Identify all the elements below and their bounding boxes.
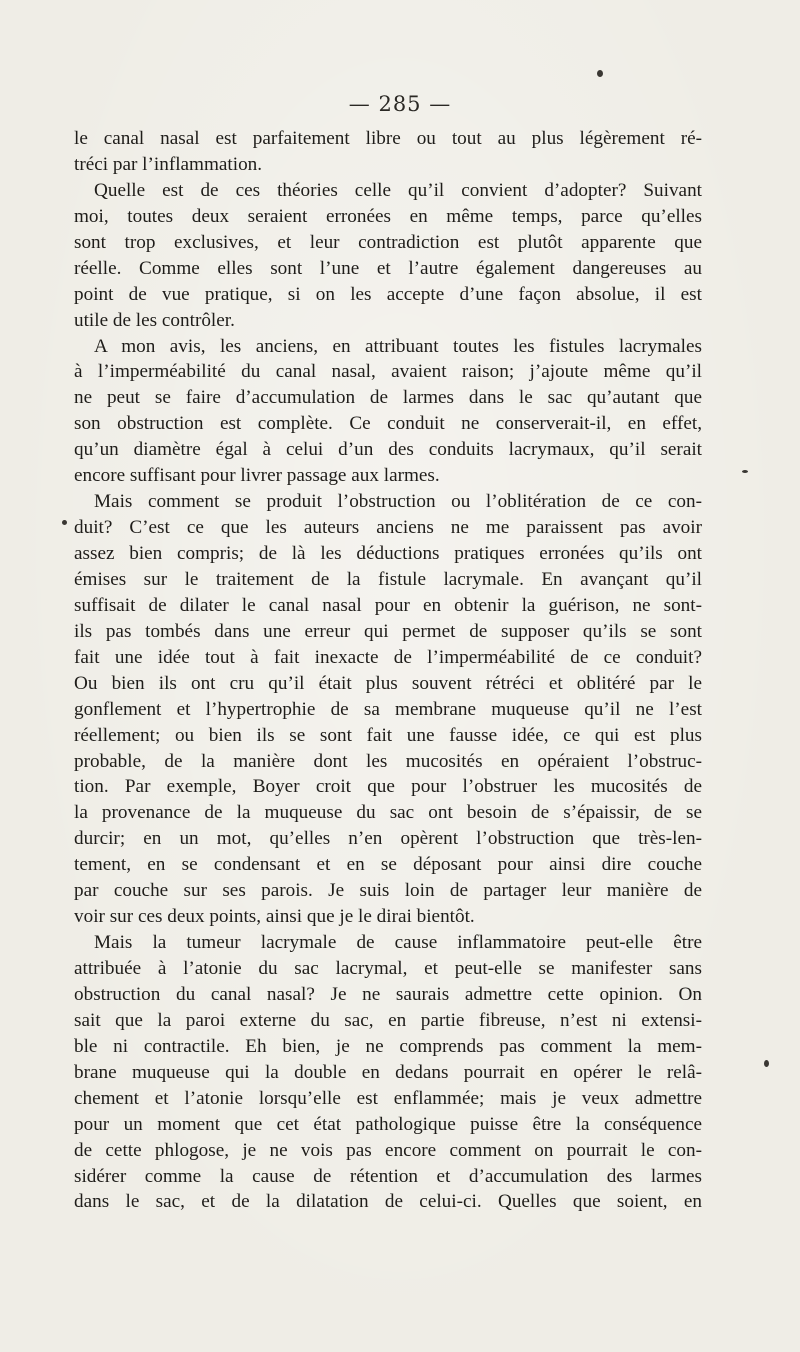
- text-line: durcir; en un mot, qu’elles n’en opèrent l’obstruction que très-len-: [74, 828, 702, 850]
- text-line: duit? C’est ce que les auteurs anciens ne me paraissent pas avoir: [74, 517, 702, 539]
- text-line: pour un moment que cet état pathologique puisse être la conséquence: [74, 1113, 702, 1135]
- paragraph-start-line: Quelle est de ces théories celle qu’il convient d’adopter? Suivant: [94, 179, 702, 201]
- text-line: de cette phlogose, je ne vois pas encore comment on pourrait le con-: [74, 1139, 702, 1161]
- text-line: brane muqueuse qui la double en dedans pourrait en opérer le relâ-: [74, 1061, 702, 1083]
- text-line: voir sur ces deux points, ainsi que je le dirai bientôt.: [74, 906, 475, 928]
- text-line: fait une idée tout à fait inexacte de l’imperméabilité de ce conduit?: [74, 646, 702, 668]
- text-line: obstruction du canal nasal? Je ne saurais admettre cette opinion. On: [74, 983, 702, 1005]
- ink-speck: [764, 1060, 769, 1067]
- text-line: chement et l’atonie lorsqu’elle est enflammée; mais je veux admettre: [74, 1087, 702, 1109]
- text-line: qu’un diamètre égal à celui d’un des conduits lacrymaux, qu’il serait: [74, 439, 702, 461]
- text-line: ne peut se faire d’accumulation de larmes dans le sac qu’autant que: [74, 387, 702, 409]
- text-line: réellement; ou bien ils se sont fait une fausse idée, ce qui est plus: [74, 724, 702, 746]
- text-line: son obstruction est complète. Ce conduit ne conserverait-il, en effet,: [74, 413, 702, 435]
- text-line: la provenance de la muqueuse du sac ont besoin de s’épaissir, de se: [74, 802, 702, 824]
- text-line: émises sur le traitement de la fistule lacrymale. En avançant qu’il: [74, 568, 702, 590]
- text-line: moi, toutes deux seraient erronées en même temps, parce qu’elles: [74, 205, 702, 227]
- text-line: tréci par l’inflammation.: [74, 153, 263, 175]
- text-line: point de vue pratique, si on les accepte d’une façon absolue, il est: [74, 283, 702, 305]
- text-line: attribuée à l’atonie du sac lacrymal, et peut-elle se manifester sans: [74, 958, 702, 979]
- text-line: par couche sur ses parois. Je suis loin de partager leur manière de: [74, 880, 702, 902]
- ink-speck: [742, 470, 748, 473]
- text-line: suffisait de dilater le canal nasal pour en obtenir la guérison, ne sont-: [74, 594, 702, 616]
- page-number: — 285 —: [348, 92, 452, 116]
- paragraph-start-line: Mais comment se produit l’obstruction ou l’oblitération de ce con-: [94, 491, 702, 513]
- text-line: gonflement et l’hypertrophie de sa membrane muqueuse qu’il ne l’est: [74, 698, 702, 720]
- ink-speck: [62, 520, 67, 525]
- text-line: ble ni contractile. Eh bien, je ne comprends pas comment la mem-: [74, 1035, 702, 1057]
- text-line: tion. Par exemple, Boyer croit que pour l’obstruer les mucosités de: [74, 776, 702, 798]
- text-line: ils pas tombés dans une erreur qui permet de supposer qu’ils se sont: [74, 620, 702, 642]
- text-line: encore suffisant pour livrer passage aux larmes.: [74, 465, 440, 487]
- text-line: sidérer comme la cause de rétention et d’accumulation des larmes: [74, 1165, 702, 1187]
- text-line: le canal nasal est parfaitement libre ou tout au plus légèrement ré-: [74, 128, 702, 149]
- text-line: utile de les contrôler.: [74, 309, 235, 331]
- text-line: sont trop exclusives, et leur contradiction est plutôt apparente que: [74, 231, 702, 253]
- ink-speck: [597, 70, 603, 77]
- body-text: [74, 126, 702, 1215]
- text-line: dans le sac, et de la dilatation de celui-ci. Quelles que soient, en: [74, 1191, 702, 1213]
- text-line: tement, en se condensant et en se déposant pour ainsi dire couche: [74, 854, 702, 876]
- text-line: sait que la paroi externe du sac, en partie fibreuse, n’est ni extensi-: [74, 1009, 702, 1031]
- text-line: assez bien compris; de là les déductions pratiques erronées qu’ils ont: [74, 543, 702, 564]
- text-line: à l’imperméabilité du canal nasal, avaient raison; j’ajoute même qu’il: [74, 361, 702, 383]
- paragraph-start-line: Mais la tumeur lacrymale de cause inflammatoire peut-elle être: [94, 932, 702, 954]
- text-line: réelle. Comme elles sont l’une et l’autre également dangereuses au: [74, 257, 702, 279]
- text-line: Ou bien ils ont cru qu’il était plus souvent rétréci et oblitéré par le: [74, 672, 702, 694]
- text-line: probable, de la manière dont les mucosités en opéraient l’obstruc-: [74, 750, 702, 772]
- paragraph-start-line: A mon avis, les anciens, en attribuant toutes les fistules lacrymales: [94, 335, 702, 357]
